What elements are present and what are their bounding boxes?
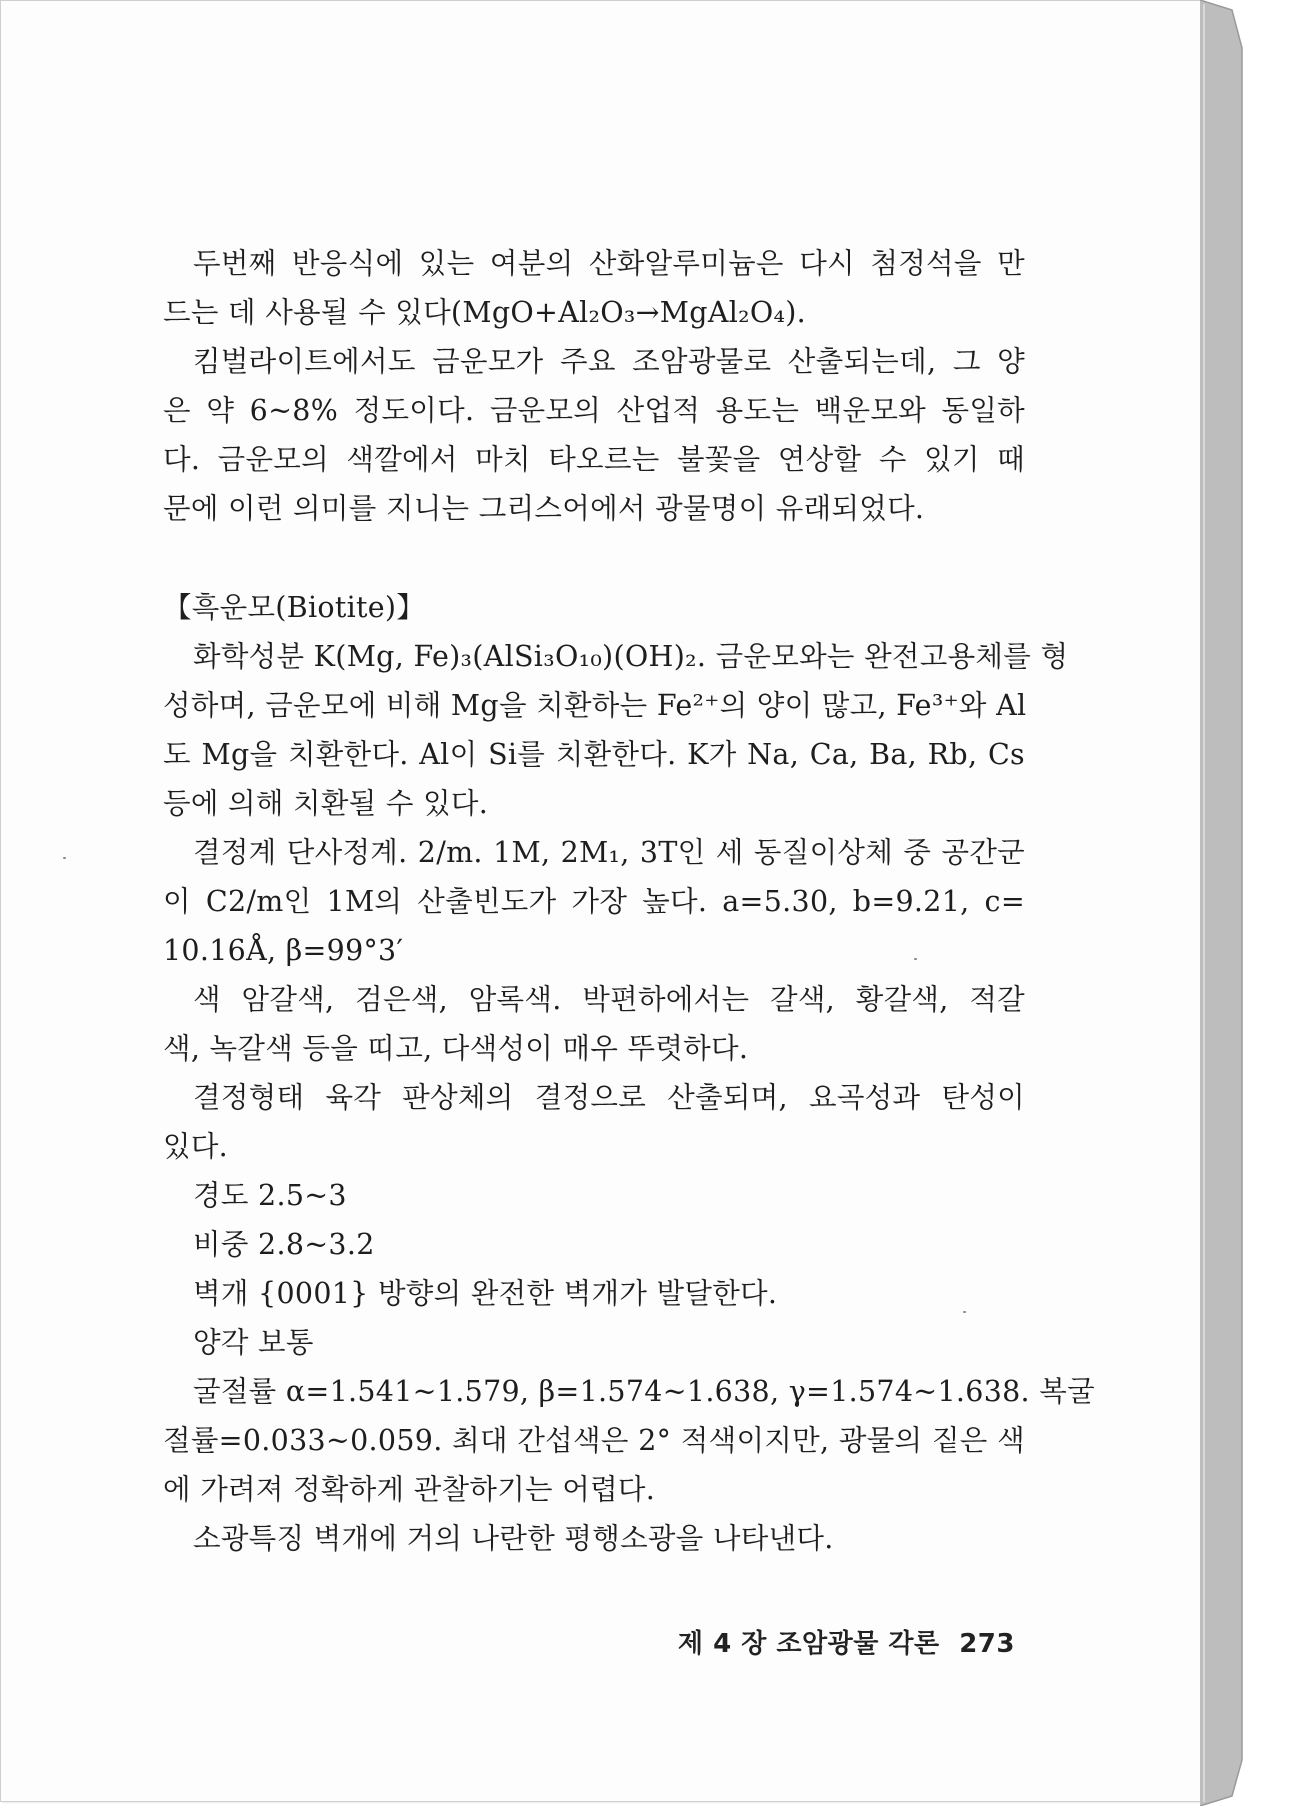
- text-line: 다. 금운모의 색깔에서 마치 타오르는 불꽃을 연상할 수 있기 때: [163, 443, 1025, 476]
- text-line: 도 Mg을 치환한다. Al이 Si를 치환한다. K가 Na, Ca, Ba, Rb, Cs: [163, 738, 1025, 771]
- text-line: 10.16Å, β=99°3′: [163, 934, 404, 967]
- text-line: 에 가려져 정확하게 관찰하기는 어렵다.: [163, 1473, 656, 1506]
- text-line: 드는 데 사용될 수 있다(MgO+Al₂O₃→MgAl₂O₄).: [163, 296, 807, 329]
- text-line: 있다.: [163, 1130, 229, 1163]
- text-line: 결정형태 육각 판상체의 결정으로 산출되며, 요곡성과 탄성이: [193, 1081, 1025, 1114]
- text-line: 벽개 {0001} 방향의 완전한 벽개가 발달한다.: [193, 1277, 778, 1310]
- text-line: 소광특징 벽개에 거의 나란한 평행소광을 나타낸다.: [193, 1522, 834, 1555]
- text-line: 절률=0.033~0.059. 최대 간섭색은 2° 적색이지만, 광물의 짙은 색: [163, 1424, 1025, 1457]
- text-line: 이 C2/m인 1M의 산출빈도가 가장 높다. a=5.30, b=9.21, c=: [163, 885, 1025, 918]
- text-line: 경도 2.5~3: [193, 1179, 347, 1212]
- section-heading: 【흑운모(Biotite)】: [163, 591, 426, 624]
- scan-speck: [914, 958, 917, 960]
- text-line: 문에 이런 의미를 지니는 그리스어에서 광물명이 유래되었다.: [163, 492, 925, 525]
- scan-speck: [963, 1311, 966, 1313]
- text-line: 등에 의해 치환될 수 있다.: [163, 787, 489, 820]
- text-line: 굴절률 α=1.541~1.579, β=1.574~1.638, γ=1.574~1.638. 복굴: [193, 1375, 1095, 1408]
- page-number: 273: [959, 1629, 1015, 1659]
- page-footer: [668, 1623, 1015, 1660]
- text-line: 색 암갈색, 검은색, 암록색. 박편하에서는 갈색, 황갈색, 적갈: [193, 983, 1025, 1016]
- paragraph-gap: [163, 533, 1025, 583]
- text-line: 은 약 6~8% 정도이다. 금운모의 산업적 용도는 백운모와 동일하: [163, 394, 1025, 427]
- text-line: 화학성분 K(Mg, Fe)₃(AlSi₃O₁₀)(OH)₂. 금운모와는 완전고용체를 형: [193, 640, 1069, 673]
- scan-speck: [63, 857, 66, 859]
- text-line: 비중 2.8~3.2: [193, 1228, 375, 1261]
- text-line: 킴벌라이트에서도 금운모가 주요 조암광물로 산출되는데, 그 양: [193, 345, 1025, 378]
- book-edge: [1200, 0, 1302, 1806]
- text-line: 양각 보통: [193, 1326, 314, 1359]
- chapter-title: 제 4 장 조암광물 각론: [677, 1629, 940, 1659]
- text-line: 두번째 반응식에 있는 여분의 산화알루미늄은 다시 첨정석을 만: [193, 247, 1025, 280]
- text-line: 색, 녹갈색 등을 띠고, 다색성이 매우 뚜렷하다.: [163, 1032, 749, 1065]
- text-line: 결정계 단사정계. 2/m. 1M, 2M₁, 3T인 세 동질이상체 중 공간군: [193, 836, 1025, 869]
- text-line: 성하며, 금운모에 비해 Mg을 치환하는 Fe²⁺의 양이 많고, Fe³⁺와 Al: [163, 689, 1027, 722]
- body-text: [163, 239, 1095, 1563]
